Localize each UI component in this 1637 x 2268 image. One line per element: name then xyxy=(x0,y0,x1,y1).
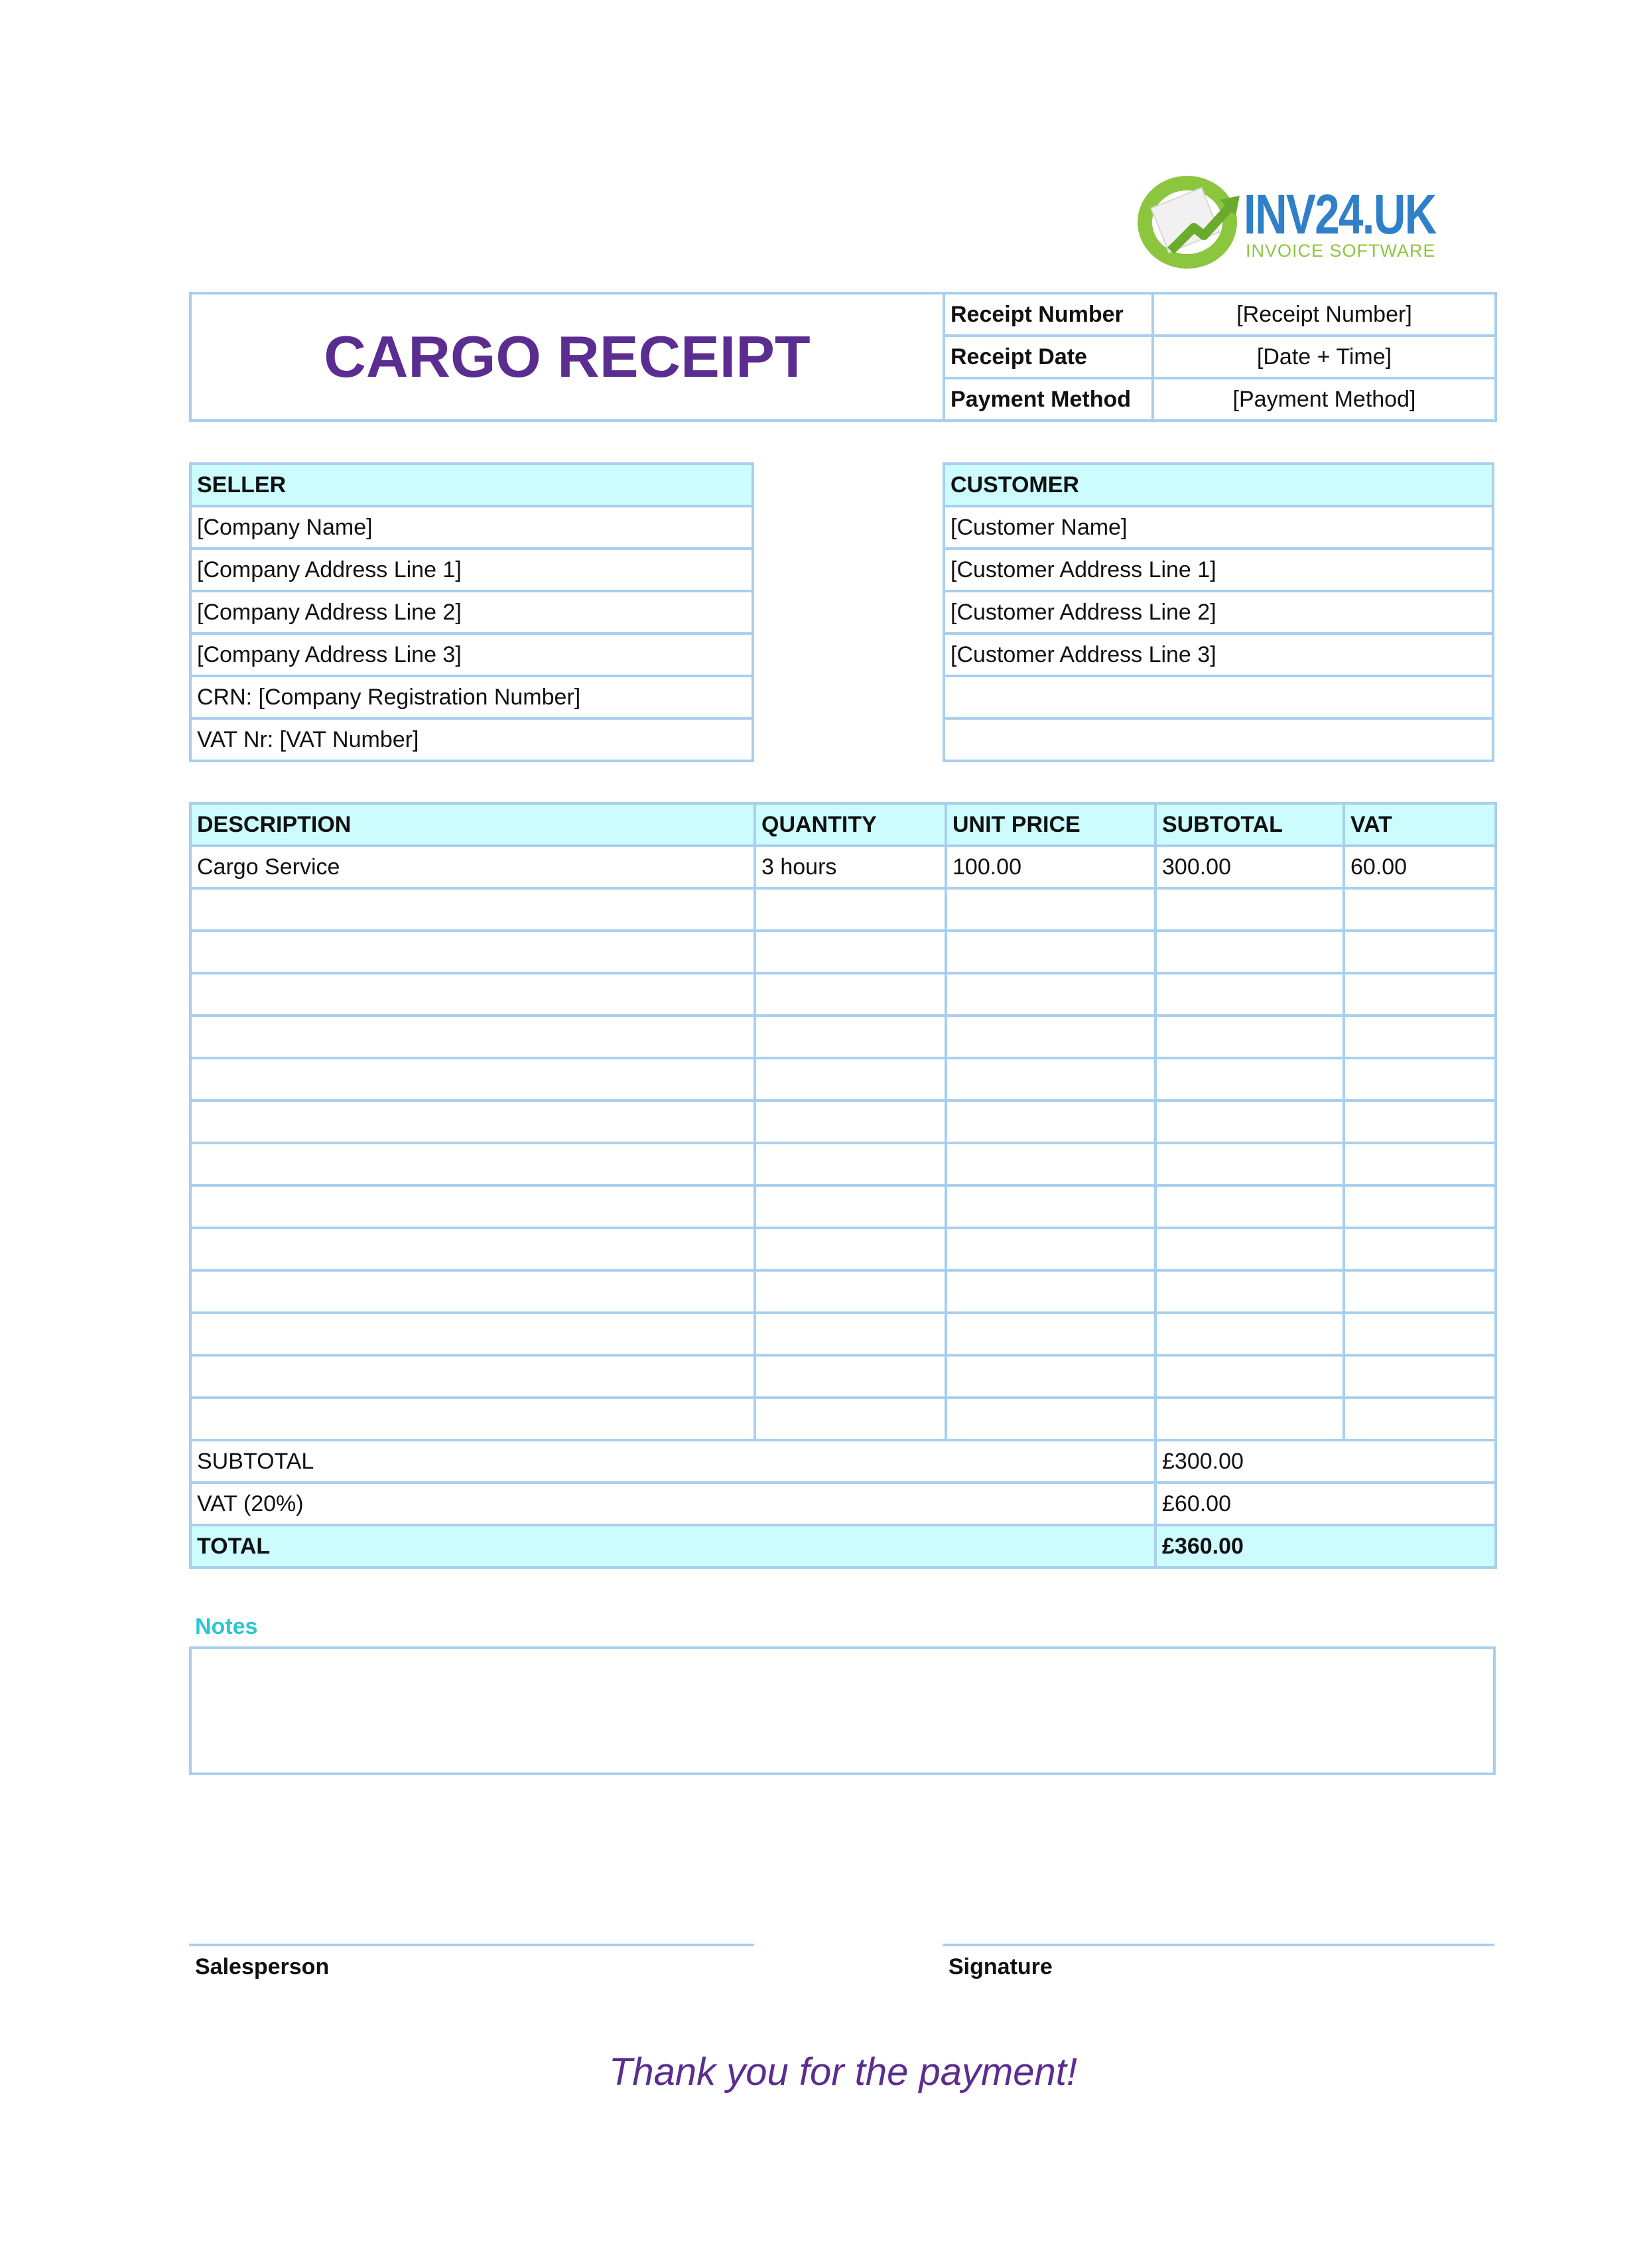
item-description xyxy=(190,1143,755,1185)
table-row xyxy=(190,1270,1496,1313)
item-description xyxy=(190,1101,755,1143)
item-unit-price xyxy=(946,1143,1155,1185)
col-header-unit-price: UNIT PRICE xyxy=(946,803,1155,846)
table-row xyxy=(190,1185,1496,1228)
item-description xyxy=(190,1355,755,1398)
seller-line: [Company Address Line 1] xyxy=(190,549,753,591)
vat-label: VAT (20%) xyxy=(190,1483,1155,1525)
item-description xyxy=(190,1228,755,1270)
item-vat xyxy=(1344,1058,1496,1101)
logo-emblem xyxy=(1138,176,1237,269)
signature-label: Signature xyxy=(949,1954,1053,1979)
item-subtotal xyxy=(1155,1355,1344,1398)
item-subtotal xyxy=(1155,1185,1344,1228)
payment-method-label: Payment Method xyxy=(944,378,1153,421)
item-quantity xyxy=(755,1398,946,1440)
seller-line: VAT Nr: [VAT Number] xyxy=(190,718,753,761)
item-subtotal xyxy=(1155,1313,1344,1355)
salesperson-line xyxy=(189,1944,754,1946)
table-row xyxy=(190,888,1496,931)
item-quantity xyxy=(755,1185,946,1228)
item-vat: 60.00 xyxy=(1344,846,1496,888)
seller-line: [Company Name] xyxy=(190,506,753,549)
item-quantity xyxy=(755,931,946,973)
seller-table xyxy=(189,462,754,762)
item-quantity xyxy=(755,1270,946,1313)
item-unit-price xyxy=(946,888,1155,931)
table-row xyxy=(190,1101,1496,1143)
table-row xyxy=(190,1313,1496,1355)
total-row xyxy=(190,1525,1496,1568)
receipt-date-value: [Date + Time] xyxy=(1153,336,1496,378)
col-header-description: DESCRIPTION xyxy=(190,803,755,846)
item-unit-price xyxy=(946,1228,1155,1270)
customer-line: [Customer Address Line 3] xyxy=(944,634,1493,676)
item-subtotal xyxy=(1155,1101,1344,1143)
subtotal-value: £300.00 xyxy=(1155,1440,1496,1483)
item-quantity xyxy=(755,1058,946,1101)
signature-line xyxy=(943,1944,1494,1946)
item-description xyxy=(190,931,755,973)
item-quantity xyxy=(755,1228,946,1270)
table-row xyxy=(190,1228,1496,1270)
total-value: £360.00 xyxy=(1155,1525,1496,1568)
payment-method-value: [Payment Method] xyxy=(1153,378,1496,421)
items-table xyxy=(189,802,1497,1569)
item-description xyxy=(190,1270,755,1313)
item-description xyxy=(190,973,755,1016)
item-subtotal xyxy=(1155,1143,1344,1185)
item-unit-price xyxy=(946,1398,1155,1440)
logo-name: INV24.UK xyxy=(1244,183,1436,245)
table-row xyxy=(190,931,1496,973)
item-description xyxy=(190,1058,755,1101)
item-vat xyxy=(1344,1016,1496,1058)
item-quantity: 3 hours xyxy=(755,846,946,888)
item-unit-price xyxy=(946,1355,1155,1398)
item-subtotal xyxy=(1155,1016,1344,1058)
item-vat xyxy=(1344,931,1496,973)
item-unit-price xyxy=(946,973,1155,1016)
item-vat xyxy=(1344,1185,1496,1228)
col-header-subtotal: SUBTOTAL xyxy=(1155,803,1344,846)
item-description: Cargo Service xyxy=(190,846,755,888)
item-description xyxy=(190,1313,755,1355)
vat-value: £60.00 xyxy=(1155,1483,1496,1525)
notes-box xyxy=(189,1646,1496,1775)
item-unit-price xyxy=(946,1101,1155,1143)
table-row xyxy=(190,1016,1496,1058)
table-row xyxy=(190,1355,1496,1398)
item-quantity xyxy=(755,1143,946,1185)
logo-subtitle: INVOICE SOFTWARE xyxy=(1246,241,1436,261)
seller-line: [Company Address Line 2] xyxy=(190,591,753,634)
total-label: TOTAL xyxy=(190,1525,1155,1568)
item-unit-price xyxy=(946,1058,1155,1101)
item-vat xyxy=(1344,1101,1496,1143)
receipt-number-label: Receipt Number xyxy=(944,293,1153,336)
item-quantity xyxy=(755,1355,946,1398)
receipt-date-label: Receipt Date xyxy=(944,336,1153,378)
page-title: CARGO RECEIPT xyxy=(190,293,944,421)
item-vat xyxy=(1344,1355,1496,1398)
vat-row xyxy=(190,1483,1496,1525)
item-vat xyxy=(1344,888,1496,931)
company-logo xyxy=(1138,169,1443,275)
item-quantity xyxy=(755,1016,946,1058)
item-vat xyxy=(1344,1313,1496,1355)
customer-table xyxy=(943,462,1494,762)
item-subtotal xyxy=(1155,1228,1344,1270)
receipt-number-value: [Receipt Number] xyxy=(1153,293,1496,336)
item-subtotal: 300.00 xyxy=(1155,846,1344,888)
item-quantity xyxy=(755,1313,946,1355)
item-subtotal xyxy=(1155,888,1344,931)
seller-line: CRN: [Company Registration Number] xyxy=(190,676,753,718)
item-unit-price xyxy=(946,1185,1155,1228)
item-description xyxy=(190,1185,755,1228)
item-subtotal xyxy=(1155,973,1344,1016)
item-unit-price: 100.00 xyxy=(946,846,1155,888)
item-unit-price xyxy=(946,1313,1155,1355)
table-row xyxy=(190,1398,1496,1440)
item-subtotal xyxy=(1155,1270,1344,1313)
col-header-vat: VAT xyxy=(1344,803,1496,846)
item-vat xyxy=(1344,1270,1496,1313)
receipt-header xyxy=(189,292,1497,422)
item-unit-price xyxy=(946,931,1155,973)
item-unit-price xyxy=(946,1270,1155,1313)
item-quantity xyxy=(755,888,946,931)
item-subtotal xyxy=(1155,1398,1344,1440)
item-description xyxy=(190,1398,755,1440)
item-vat xyxy=(1344,1143,1496,1185)
item-vat xyxy=(1344,1228,1496,1270)
item-unit-price xyxy=(946,1016,1155,1058)
customer-line xyxy=(944,676,1493,718)
growth-arrow-icon xyxy=(1164,188,1244,261)
table-row xyxy=(190,846,1496,888)
customer-heading: CUSTOMER xyxy=(944,464,1493,506)
table-row xyxy=(190,1143,1496,1185)
item-description xyxy=(190,1016,755,1058)
table-row xyxy=(190,973,1496,1016)
seller-line: [Company Address Line 3] xyxy=(190,634,753,676)
item-vat xyxy=(1344,1398,1496,1440)
subtotal-row xyxy=(190,1440,1496,1483)
item-vat xyxy=(1344,973,1496,1016)
item-description xyxy=(190,888,755,931)
customer-line: [Customer Address Line 1] xyxy=(944,549,1493,591)
items-header-row xyxy=(190,803,1496,846)
customer-line: [Customer Name] xyxy=(944,506,1493,549)
thank-you-message: Thank you for the payment! xyxy=(608,2050,1078,2094)
customer-line xyxy=(944,718,1493,761)
table-row xyxy=(190,1058,1496,1101)
item-quantity xyxy=(755,1101,946,1143)
seller-heading: SELLER xyxy=(190,464,753,506)
item-subtotal xyxy=(1155,1058,1344,1101)
subtotal-label: SUBTOTAL xyxy=(190,1440,1155,1483)
notes-label: Notes xyxy=(195,1614,258,1639)
col-header-quantity: QUANTITY xyxy=(755,803,946,846)
item-subtotal xyxy=(1155,931,1344,973)
item-quantity xyxy=(755,973,946,1016)
customer-line: [Customer Address Line 2] xyxy=(944,591,1493,634)
salesperson-label: Salesperson xyxy=(195,1954,330,1979)
